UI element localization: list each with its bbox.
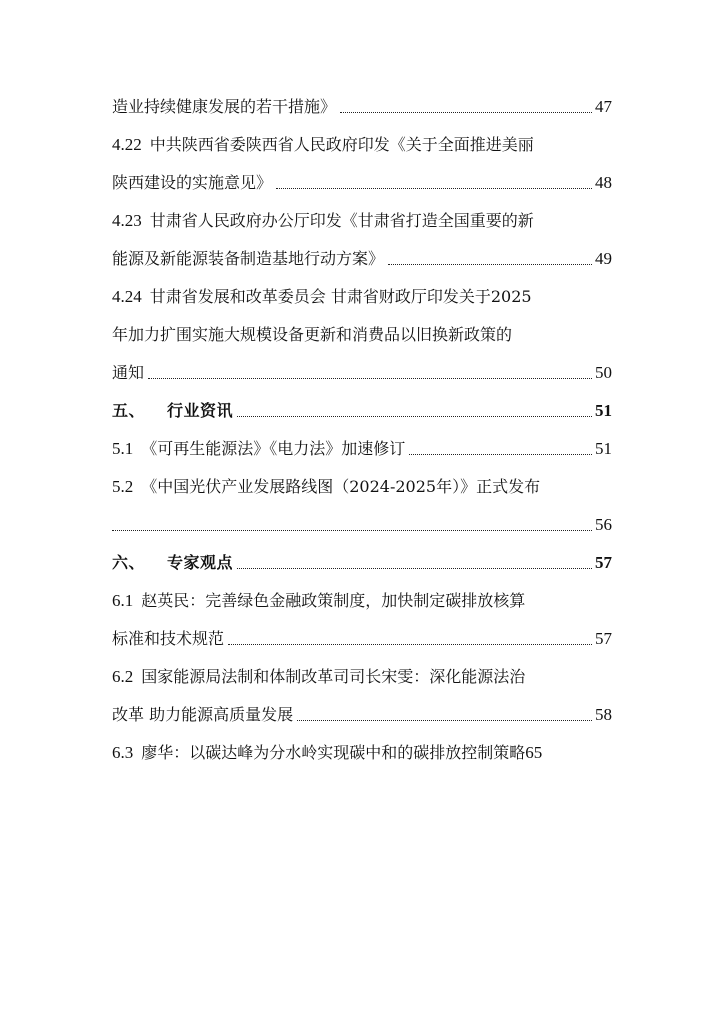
toc-entry-number: 6.3 bbox=[112, 743, 134, 762]
toc-dot-leader bbox=[237, 416, 592, 417]
toc-entry-line bbox=[112, 128, 612, 156]
toc-entry-number: 4.22 bbox=[112, 135, 142, 154]
toc-section-index: 五、 bbox=[112, 401, 146, 420]
toc-entry-line bbox=[112, 584, 612, 612]
toc-entry-text: 《中国光伏产业发展路线图（2024-2025年）》正式发布 bbox=[141, 477, 541, 496]
toc-entry-text: 廖华：以碳达峰为分水岭实现碳中和的碳排放控制策略 bbox=[141, 743, 526, 762]
toc-entry-text: 甘肃省人民政府办公厅印发《甘肃省打造全国重要的新 bbox=[149, 211, 534, 230]
toc-entry-number: 4.24 bbox=[112, 287, 142, 306]
toc-dot-leader bbox=[112, 530, 592, 531]
toc-entry-text: 改革 助力能源高质量发展 bbox=[112, 705, 294, 724]
toc-dot-leader bbox=[409, 454, 592, 455]
toc-page-number: 47 bbox=[595, 97, 612, 116]
toc-page-number: 48 bbox=[595, 173, 612, 192]
toc-section-heading bbox=[112, 394, 612, 422]
toc-page-number: 65 bbox=[525, 743, 543, 762]
toc-entry-text: 《可再生能源法》《电力法》加速修订 bbox=[141, 439, 406, 458]
toc-entry-line bbox=[112, 242, 612, 270]
toc-entry-text: 能源及新能源装备制造基地行动方案》 bbox=[112, 249, 385, 268]
toc-section-heading bbox=[112, 546, 612, 574]
toc-entry-text: 陕西建设的实施意见》 bbox=[112, 173, 273, 192]
toc-entry-text: 甘肃省发展和改革委员会 甘肃省财政厅印发关于2025 bbox=[149, 287, 532, 306]
toc-dot-leader bbox=[228, 644, 592, 645]
toc-entry-number: 5.2 bbox=[112, 477, 134, 496]
toc-page-number: 50 bbox=[595, 363, 612, 382]
toc-dot-leader bbox=[388, 264, 592, 265]
toc-page-number: 51 bbox=[595, 439, 612, 458]
toc-dot-leader bbox=[276, 188, 592, 189]
toc-page-number: 51 bbox=[595, 401, 612, 420]
toc-entry-line bbox=[112, 280, 612, 308]
toc-entry-number: 6.1 bbox=[112, 591, 134, 610]
toc-section-index: 六、 bbox=[112, 553, 146, 572]
toc-entry-line bbox=[112, 166, 612, 194]
toc-dot-leader bbox=[148, 378, 592, 379]
toc-dot-leader bbox=[297, 720, 592, 721]
toc-entry-number: 6.2 bbox=[112, 667, 134, 686]
toc-page-number: 56 bbox=[595, 515, 612, 534]
toc-entry-number: 5.1 bbox=[112, 439, 134, 458]
toc-entry-line bbox=[112, 508, 612, 536]
toc-entry-line bbox=[112, 318, 612, 346]
toc-entry-text: 国家能源局法制和体制改革司司长宋雯：深化能源法治 bbox=[141, 667, 526, 686]
toc-section-title: 专家观点 bbox=[167, 553, 234, 572]
toc-entry-line bbox=[112, 470, 612, 498]
toc-page-number: 57 bbox=[595, 629, 612, 648]
toc-entry-text: 赵英民：完善绿色金融政策制度，加快制定碳排放核算 bbox=[141, 591, 526, 610]
toc-page-number: 49 bbox=[595, 249, 612, 268]
toc-entry-text: 通知 bbox=[112, 363, 145, 382]
toc-dot-leader bbox=[340, 112, 592, 113]
toc-entry-line bbox=[112, 432, 612, 460]
toc-entry-text: 年加力扩围实施大规模设备更新和消费品以旧换新政策的 bbox=[112, 325, 513, 344]
toc-entry-line bbox=[112, 698, 612, 726]
toc-entry-line bbox=[112, 204, 612, 232]
toc-entry-text: 标准和技术规范 bbox=[112, 629, 225, 648]
toc-page-number: 58 bbox=[595, 705, 612, 724]
toc-entry-line bbox=[112, 660, 612, 688]
toc-entry-text: 中共陕西省委陕西省人民政府印发《关于全面推进美丽 bbox=[149, 135, 534, 154]
toc-page-number: 57 bbox=[595, 553, 612, 572]
toc-section-title: 行业资讯 bbox=[167, 401, 234, 420]
toc-dot-leader bbox=[237, 568, 592, 569]
toc-entry-line bbox=[112, 90, 612, 118]
toc-entry-line bbox=[112, 622, 612, 650]
toc-entry-line bbox=[112, 356, 612, 384]
toc-entry-line bbox=[112, 736, 628, 764]
toc-entry-text: 造业持续健康发展的若干措施》 bbox=[112, 97, 337, 116]
toc-entry-number: 4.23 bbox=[112, 211, 142, 230]
